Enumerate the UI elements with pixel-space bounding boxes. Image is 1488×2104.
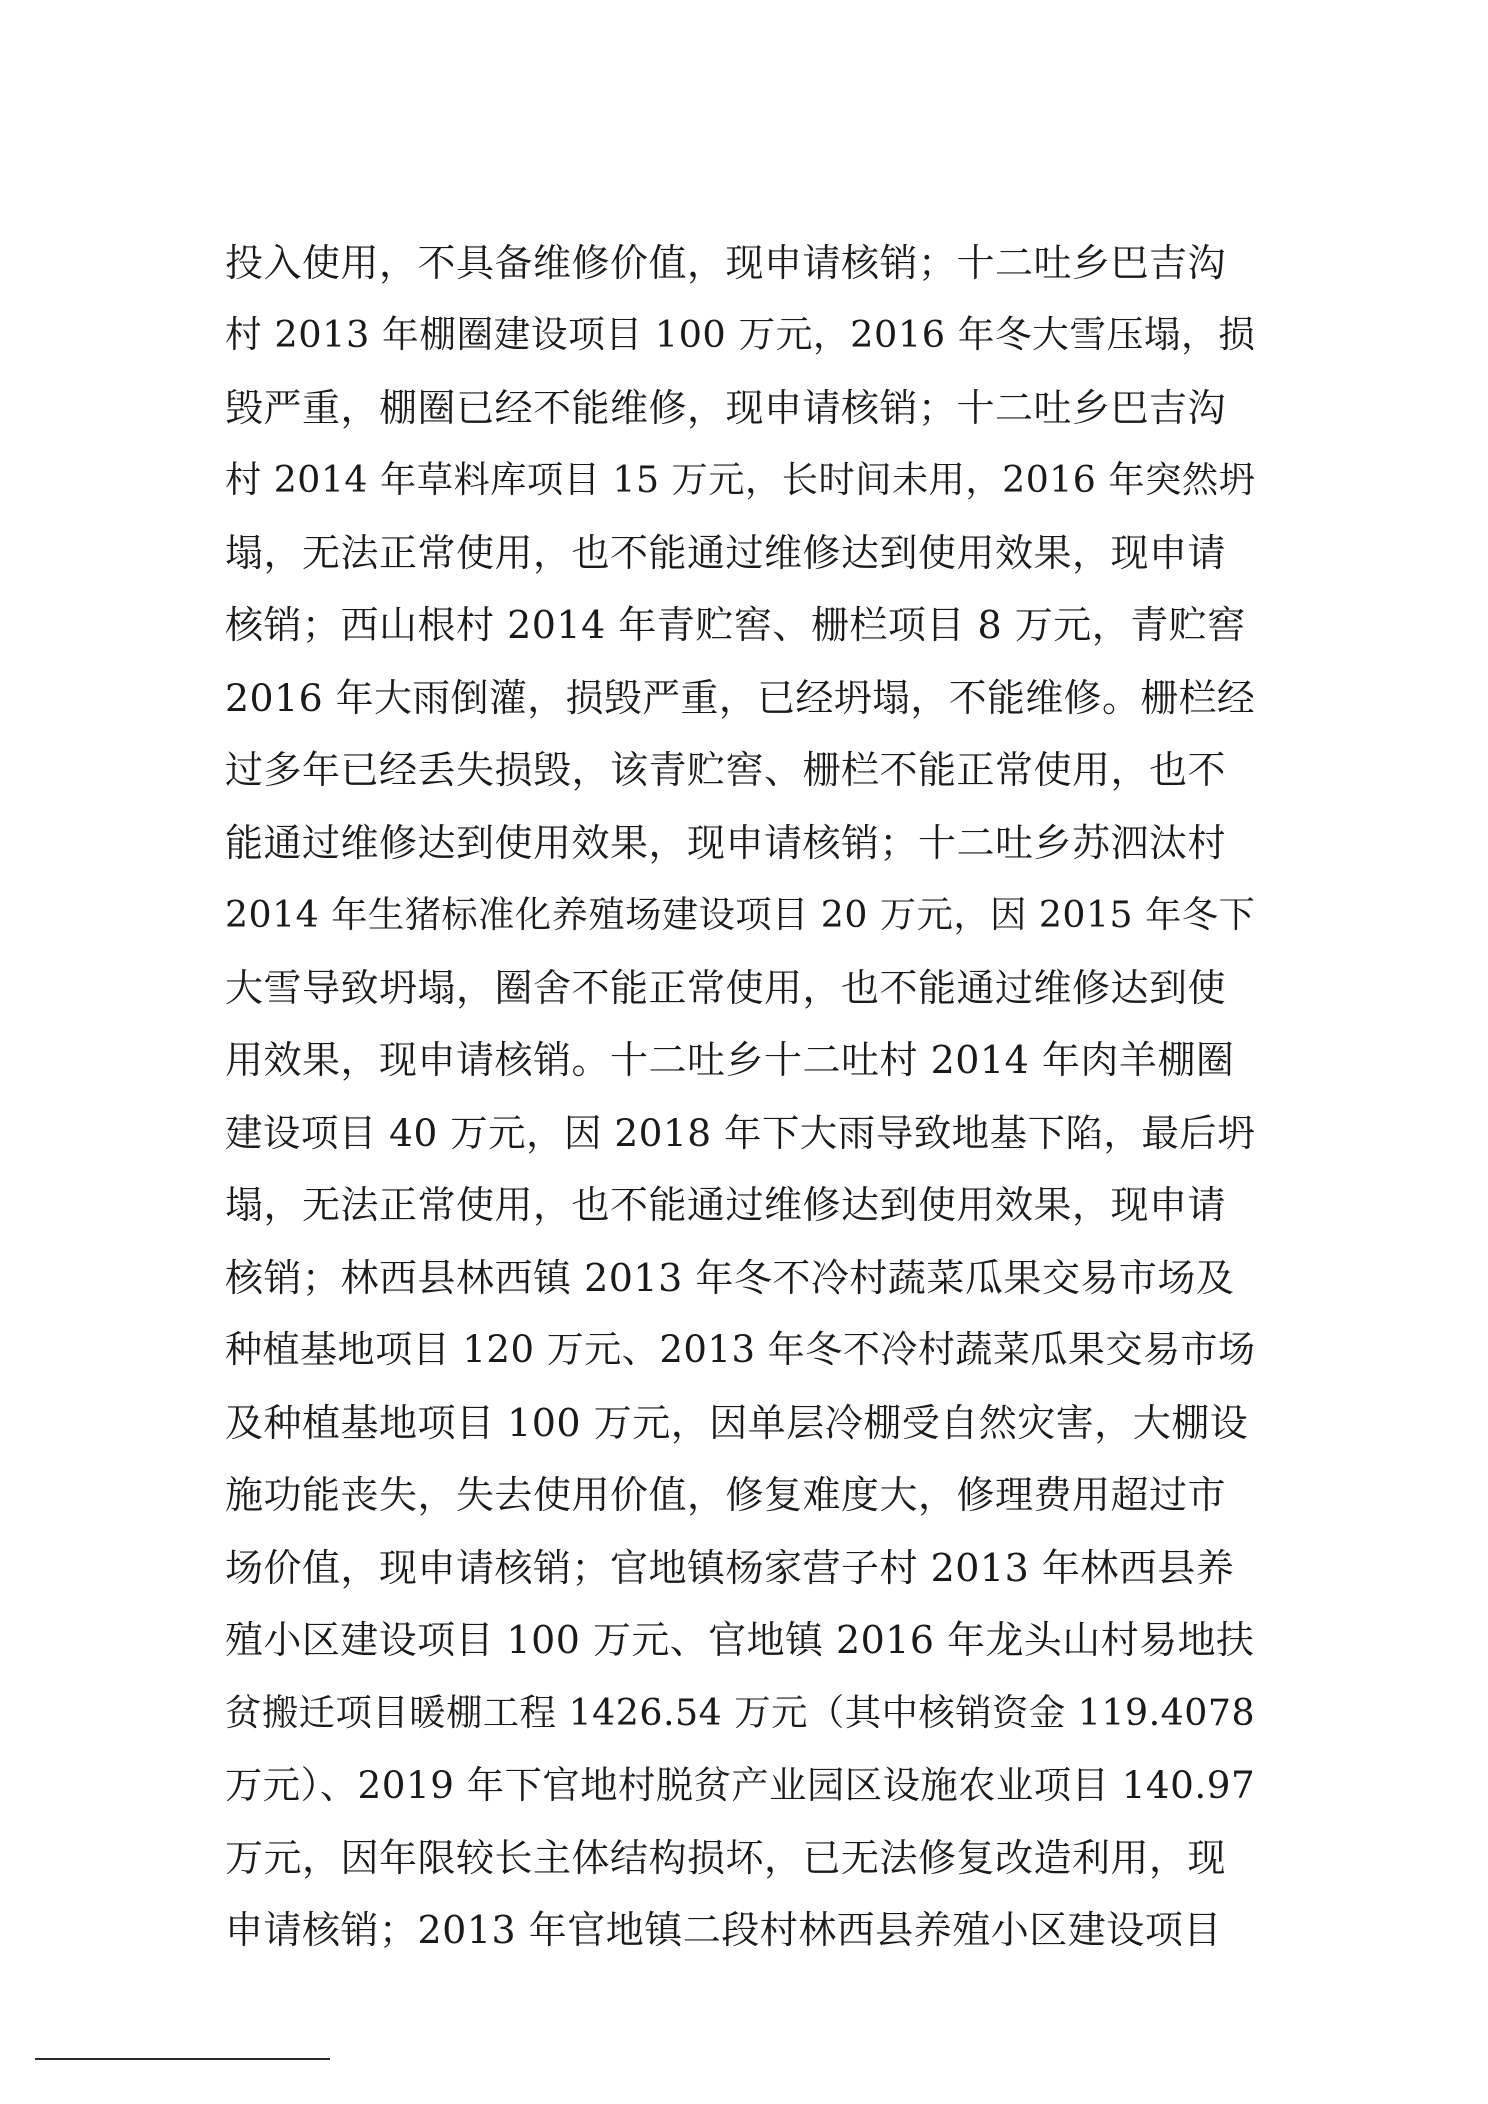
text-line: 投入使用，不具备维修价值，现申请核销；十二吐乡巴吉沟 xyxy=(225,241,1227,285)
text-line: 2016 年大雨倒灌，损毁严重，已经坍塌，不能维修。栅栏经 xyxy=(225,676,1256,720)
text-line: 大雪导致坍塌，圈舍不能正常使用，也不能通过维修达到使 xyxy=(225,966,1227,1010)
text-line: 毁严重，棚圈已经不能维修，现申请核销；十二吐乡巴吉沟 xyxy=(225,386,1227,430)
text-line: 能通过维修达到使用效果，现申请核销；十二吐乡苏泗汰村 xyxy=(225,821,1227,865)
text-line: 贫搬迁项目暖棚工程 1426.54 万元（其中核销资金 119.4078 xyxy=(225,1691,1256,1734)
text-line: 施功能丧失，失去使用价值，修复难度大，修理费用超过市 xyxy=(225,1473,1227,1517)
text-line: 核销；林西县林西镇 2013 年冬不冷村蔬菜瓜果交易市场及 xyxy=(225,1256,1235,1300)
text-line: 村 2013 年棚圈建设项目 100 万元，2016 年冬大雪压塌，损 xyxy=(225,313,1256,356)
text-line: 塌，无法正常使用，也不能通过维修达到使用效果，现申请 xyxy=(225,1183,1227,1227)
text-line: 种植基地项目 120 万元、2013 年冬不冷村蔬菜瓜果交易市场 xyxy=(225,1328,1256,1371)
text-line: 万元）、2019 年下官地村脱贫产业园区设施农业项目 140.97 xyxy=(225,1763,1256,1807)
text-line: 及种植基地项目 100 万元，因单层冷棚受自然灾害，大棚设 xyxy=(225,1401,1249,1445)
text-line: 建设项目 40 万元，因 2018 年下大雨导致地基下陷，最后坍 xyxy=(225,1111,1256,1155)
text-line: 塌，无法正常使用，也不能通过维修达到使用效果，现申请 xyxy=(225,531,1227,575)
text-line: 万元，因年限较长主体结构损坏，已无法修复改造利用，现 xyxy=(225,1836,1227,1880)
text-line: 用效果，现申请核销。十二吐乡十二吐村 2014 年肉羊棚圈 xyxy=(225,1038,1235,1082)
text-line: 殖小区建设项目 100 万元、官地镇 2016 年龙头山村易地扶 xyxy=(225,1618,1255,1662)
text-line: 村 2014 年草料库项目 15 万元，长时间未用，2016 年突然坍 xyxy=(225,458,1256,501)
text-line: 核销；西山根村 2014 年青贮窖、栅栏项目 8 万元，青贮窖 xyxy=(225,603,1246,647)
text-line: 申请核销；2013 年官地镇二段村林西县养殖小区建设项目 xyxy=(225,1908,1222,1952)
text-line: 过多年已经丢失损毁，该青贮窖、栅栏不能正常使用，也不 xyxy=(225,748,1227,792)
text-line: 2014 年生猪标准化养殖场建设项目 20 万元，因 2015 年冬下 xyxy=(225,893,1256,936)
footer-rule xyxy=(35,2058,330,2060)
text-line: 场价值，现申请核销；官地镇杨家营子村 2013 年林西县养 xyxy=(225,1546,1235,1590)
